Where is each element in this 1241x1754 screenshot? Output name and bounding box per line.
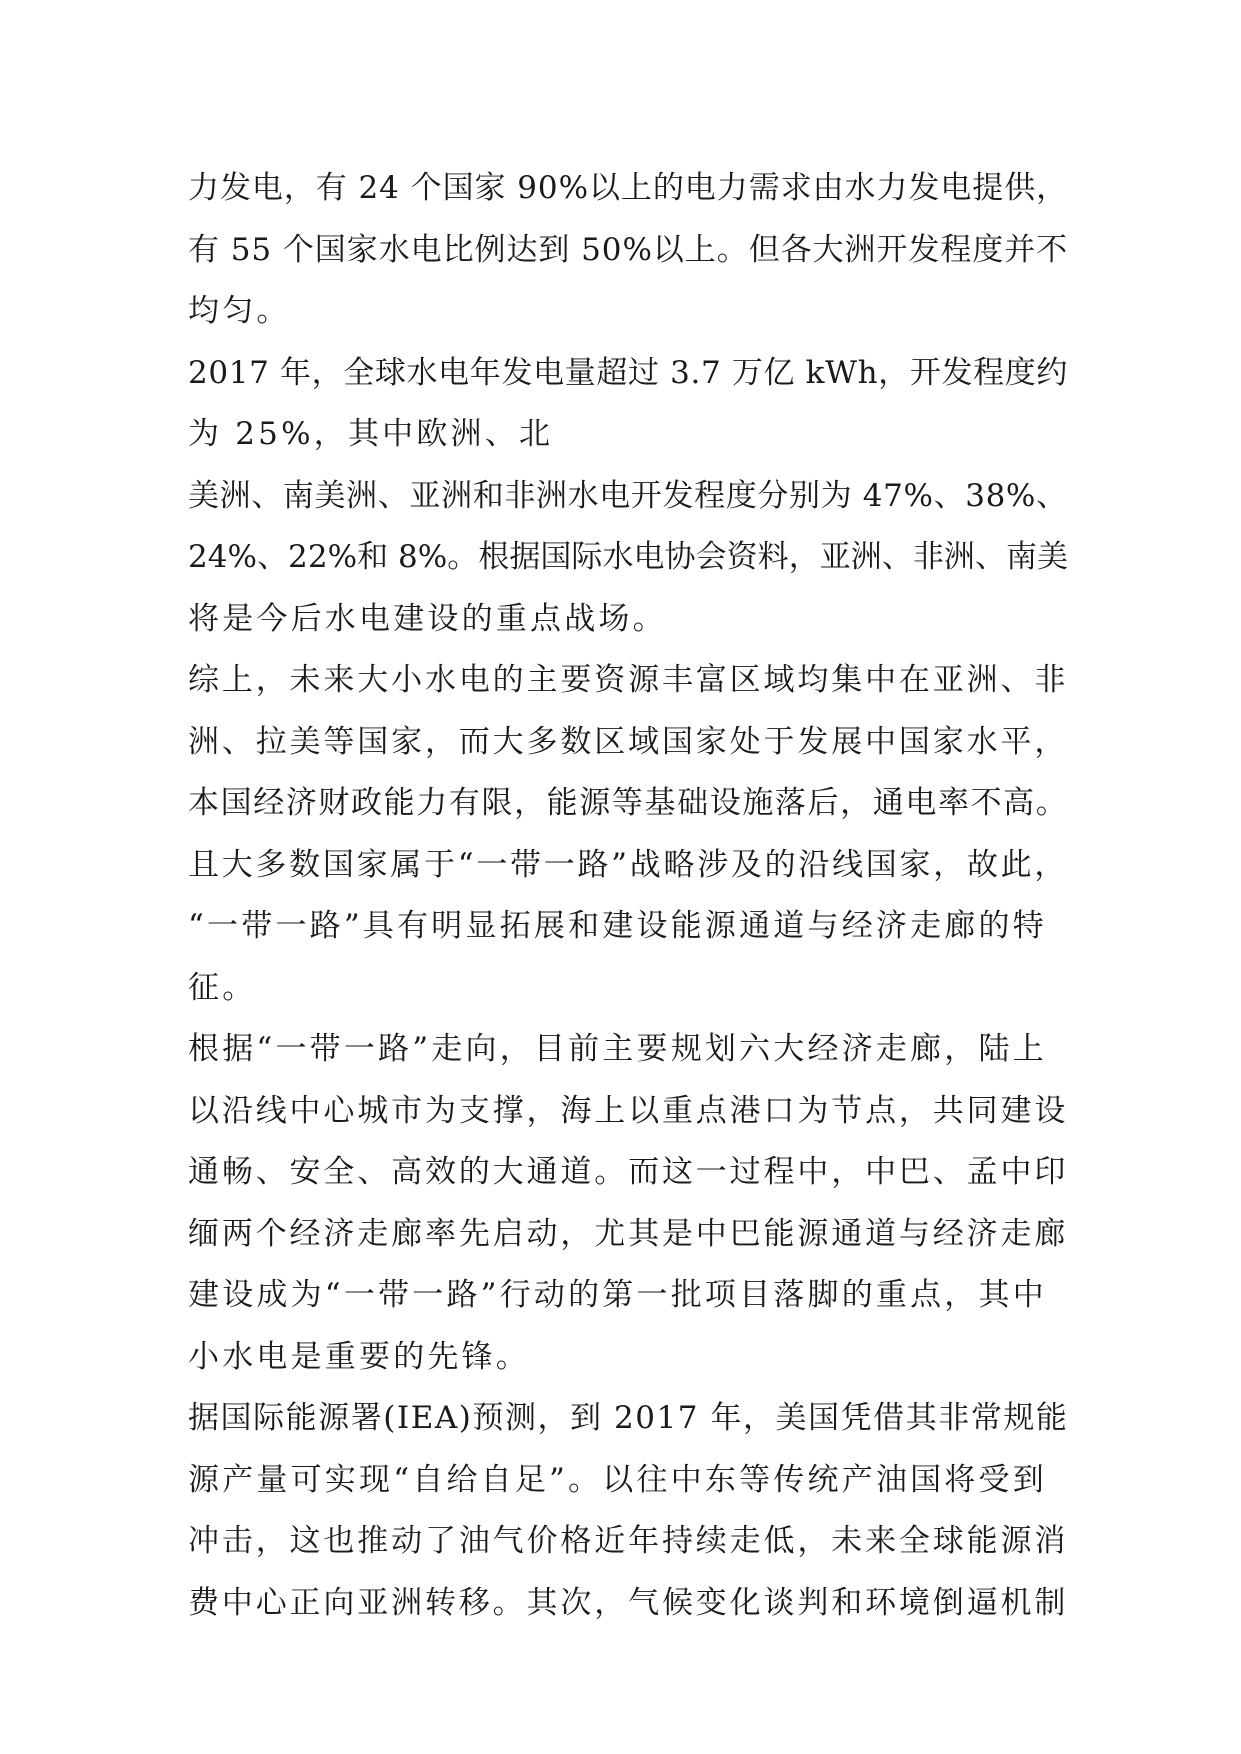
text-line: 源产量可实现“自给自足”。以往中东等传统产油国将受到	[188, 1461, 1047, 1498]
text-line: 均匀。	[188, 293, 291, 329]
text-line: 为 25%，其中欧洲、北	[188, 416, 554, 452]
text-line: 费中心正向亚洲转移。其次，气候变化谈判和环境倒逼机制	[188, 1584, 1069, 1621]
text-line: 本国经济财政能力有限，能源等基础设施落后，通电率不高。	[188, 785, 1069, 821]
text-line: 有 55 个国家水电比例达到 50%以上。但各大洲开发程度并不	[188, 231, 1069, 268]
text-line: 以沿线中心城市为支撑，海上以重点港口为节点，共同建设	[188, 1092, 1069, 1129]
text-line: 通畅、安全、高效的大通道。而这一过程中，中巴、孟中印	[188, 1154, 1069, 1190]
text-line: 根据“一带一路”走向，目前主要规划六大经济走廊，陆上	[188, 1031, 1047, 1067]
text-line: 冲击，这也推动了油气价格近年持续走低，未来全球能源消	[188, 1523, 1069, 1559]
text-line: 征。	[188, 969, 257, 1006]
text-line: 据国际能源署(IEA)预测，到 2017 年，美国凭借其非常规能	[188, 1400, 1069, 1436]
body-text	[188, 158, 1068, 1634]
text-line: 小水电是重要的先锋。	[188, 1338, 530, 1375]
text-line: 综上，未来大小水电的主要资源丰富区域均集中在亚洲、非	[188, 662, 1069, 698]
text-line: 且大多数国家属于“一带一路”战略涉及的沿线国家，故此，	[188, 846, 1069, 883]
text-line: 美洲、南美洲、亚洲和非洲水电开发程度分别为 47%、38%、	[188, 477, 1068, 514]
text-line: 24%、22%和 8%。根据国际水电协会资料，亚洲、非洲、南美	[188, 539, 1069, 575]
text-line: 洲、拉美等国家，而大多数区域国家处于发展中国家水平，	[188, 723, 1069, 760]
text-line: “一带一路”具有明显拓展和建设能源通道与经济走廊的特	[188, 908, 1047, 944]
text-line: 将是今后水电建设的重点战场。	[188, 600, 667, 637]
text-line: 建设成为“一带一路”行动的第一批项目落脚的重点，其中	[188, 1277, 1047, 1313]
text-line: 2017 年，全球水电年发电量超过 3.7 万亿 kWh，开发程度约	[188, 354, 1069, 391]
text-line: 缅两个经济走廊率先启动，尤其是中巴能源通道与经济走廊	[188, 1215, 1069, 1252]
text-line: 力发电，有 24 个国家 90%以上的电力需求由水力发电提供，	[188, 170, 1069, 206]
